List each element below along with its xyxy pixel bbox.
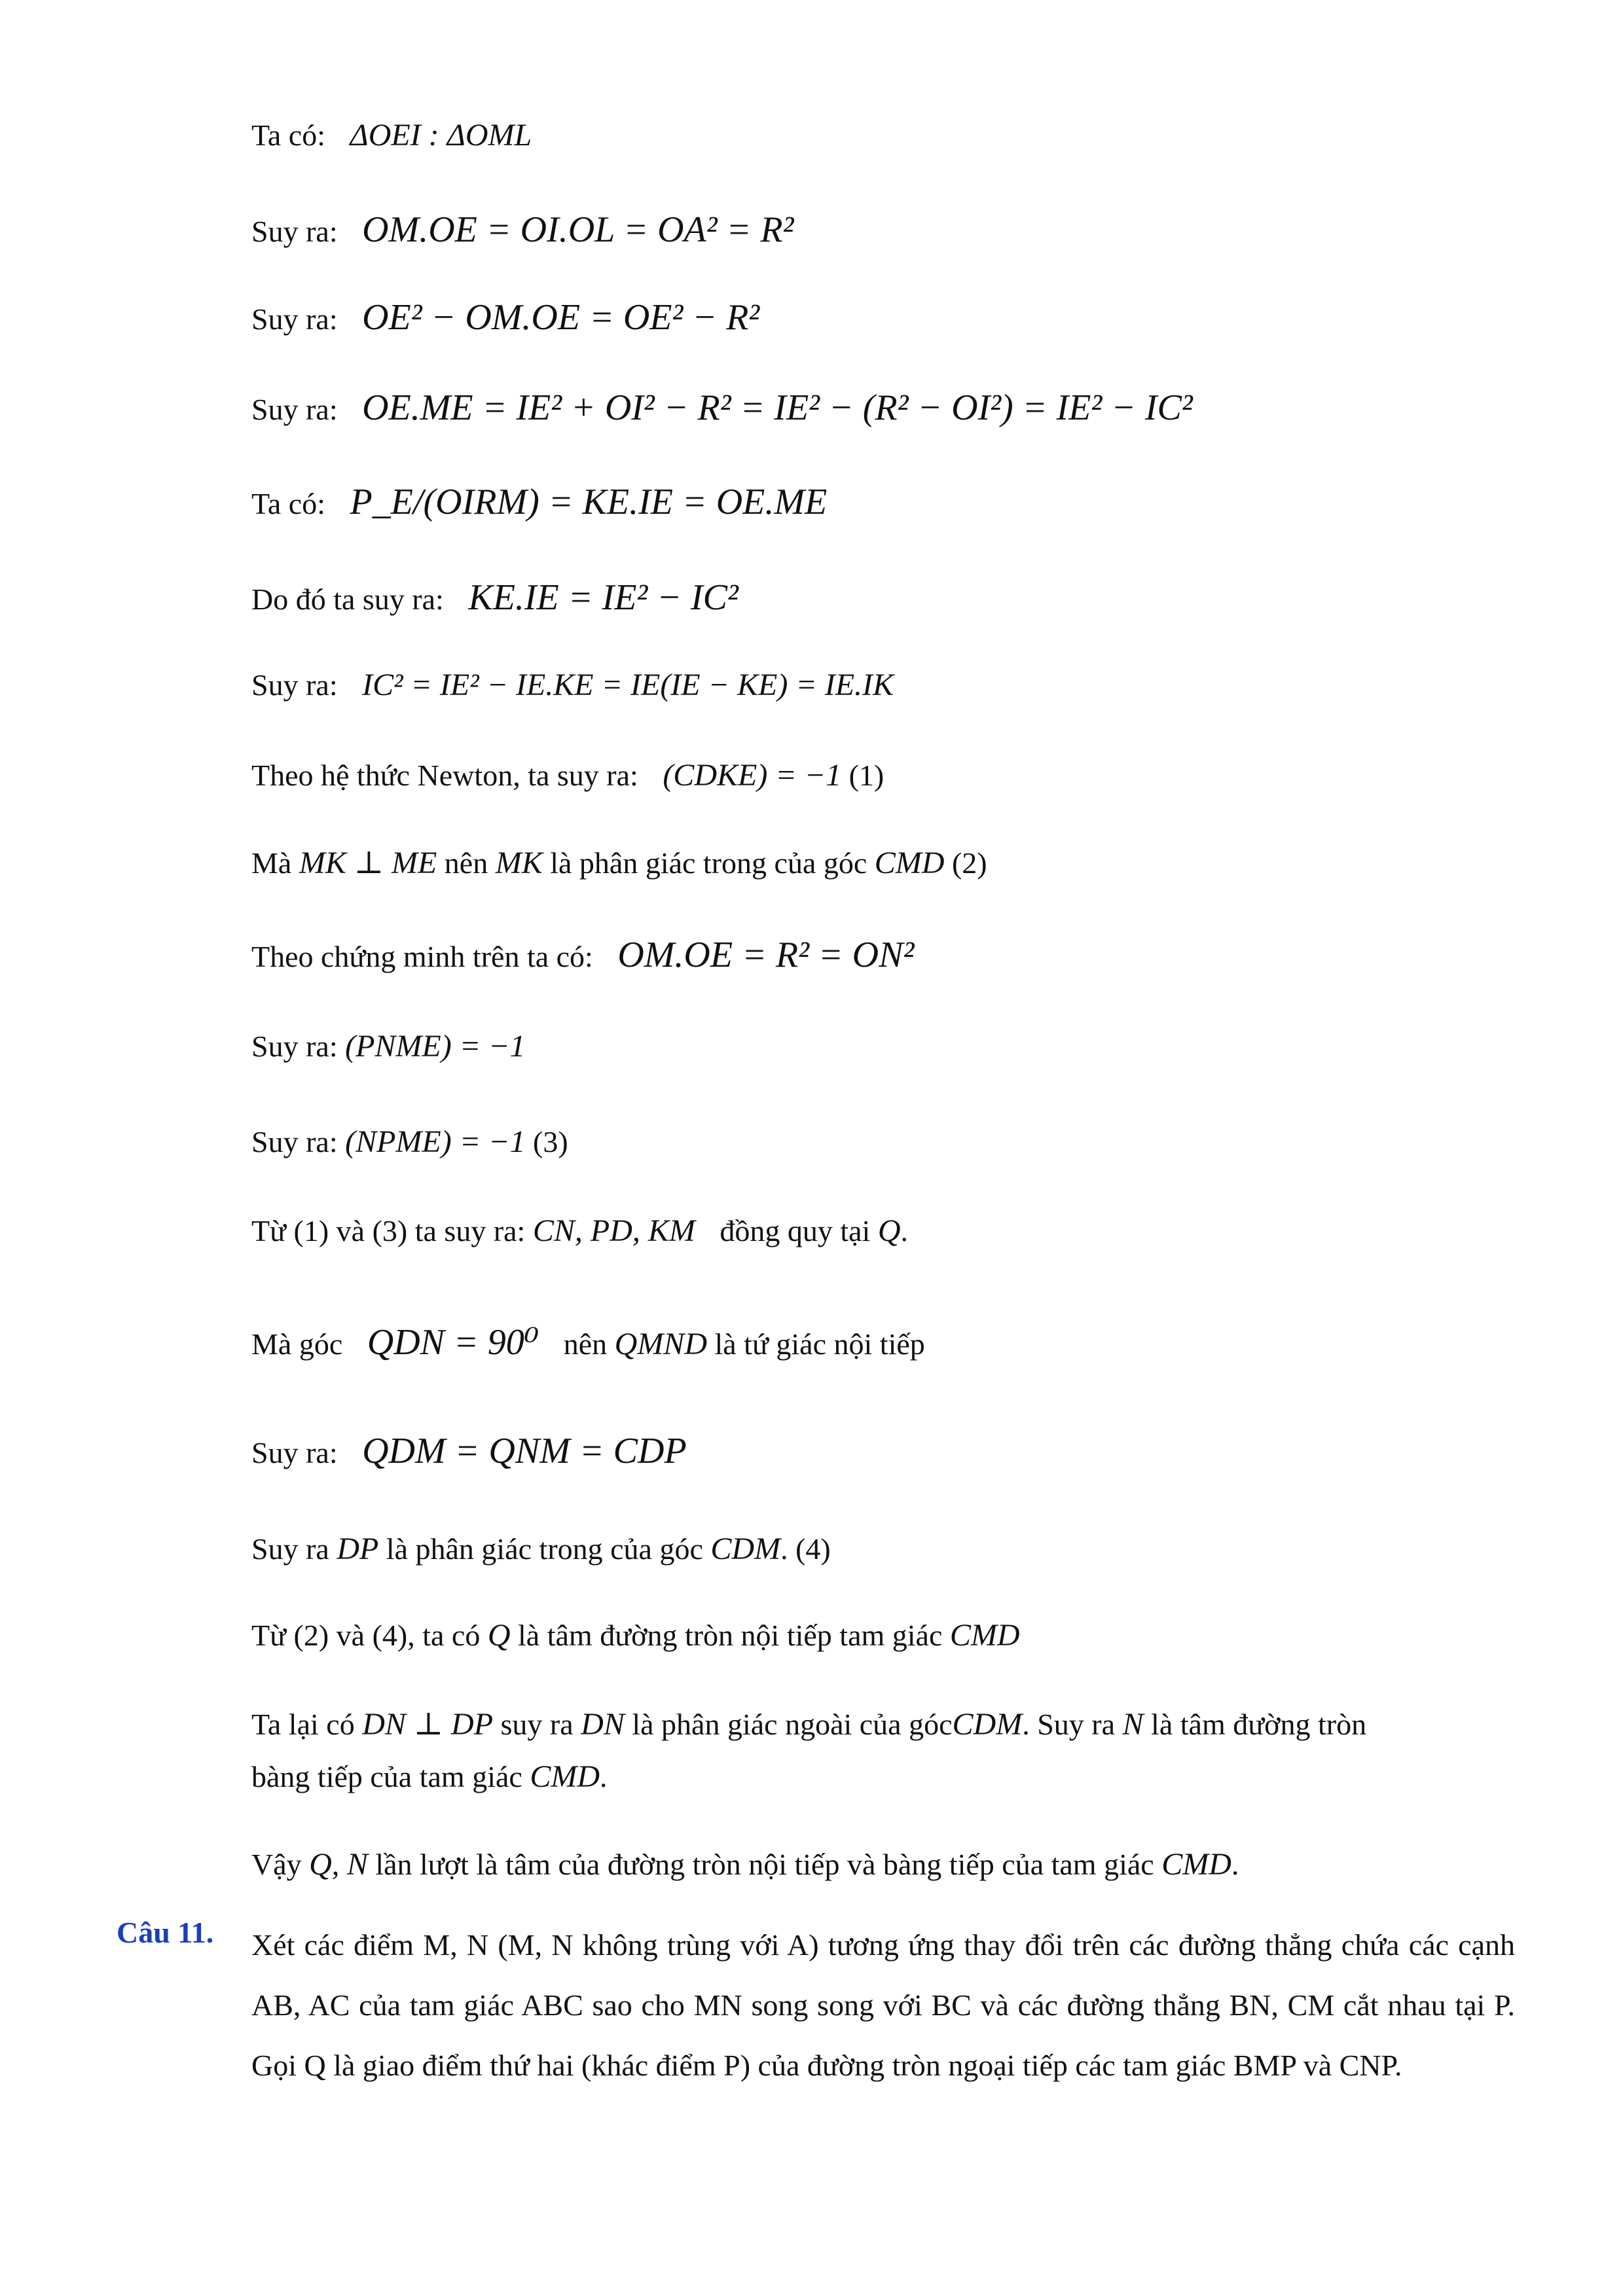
math-expression: CMD (1161, 1847, 1231, 1882)
line-6 (251, 576, 1515, 620)
math-expression: (PNME) = −1 (345, 1029, 526, 1064)
math-expression: (CDKE) = −1 (663, 758, 842, 793)
line-4 (251, 386, 1515, 430)
line-label: Ta có: (251, 487, 326, 520)
math-expression: N (1122, 1707, 1144, 1742)
line-8 (251, 757, 1515, 795)
equation-tag: (3) (533, 1125, 568, 1158)
math-angle: CDM (710, 1532, 781, 1566)
line-3 (251, 296, 1515, 340)
math-expression: KE.IE = IE² − IC² (468, 577, 739, 618)
equation-tag: . (4) (780, 1532, 831, 1566)
math-expression: IC² = IE² − IE.KE = IE(IE − KE) = IE.IK (362, 668, 894, 702)
math-expression: N (346, 1847, 368, 1882)
math-expression: Q (877, 1213, 901, 1248)
line-9 (251, 844, 1515, 882)
line-10 (251, 933, 1515, 977)
math-expression: OE² − OM.OE = OE² − R² (362, 297, 760, 338)
text-run: đồng quy tại (720, 1214, 871, 1247)
math-expression: DN (581, 1707, 625, 1742)
line-label: Suy ra: (251, 1436, 338, 1469)
text-run: . (900, 1214, 909, 1247)
math-expression: OM.OE = R² = ON² (617, 935, 915, 975)
math-expression: QMND (614, 1327, 707, 1361)
math-expression: MK (495, 846, 543, 880)
line-2 (251, 208, 1515, 252)
math-expression: CN, PD, KM (532, 1213, 695, 1248)
equation-tag: (2) (951, 846, 987, 880)
line-16 (251, 1530, 1515, 1568)
text-connector: suy ra (500, 1708, 574, 1741)
text-run: là phân giác ngoài của góc (632, 1708, 953, 1741)
line-1 (251, 117, 1515, 154)
line-label: Suy ra: (251, 393, 338, 426)
line-label: Do đó ta suy ra: (251, 583, 444, 616)
math-expression: QDN = 90⁰ (367, 1322, 539, 1363)
line-label: Từ (2) và (4), ta có (251, 1619, 481, 1652)
line-label: Ta lại có (251, 1708, 355, 1741)
equation-tag: (1) (848, 759, 884, 792)
line-17 (251, 1617, 1515, 1655)
line-20 (251, 1846, 1515, 1884)
text-connector: nên (563, 1327, 608, 1361)
question-text: Xét các điểm M, N (M, N không trùng với A) tương ứng thay đổi trên các đường thẳng chứa các cạnh AB, AC của tam giác ABC sao cho MN song song với BC và các đường thẳng BN, CM cắt nhau tại P. Gọi Q là giao điểm thứ hai (khác điểm P) của đường tròn ngoại tiếp các tam giác BMP và CNP. (251, 1928, 1515, 2082)
line-label: bàng tiếp của tam giác (251, 1760, 522, 1793)
math-expression: CMD (530, 1759, 600, 1794)
text-run: là phân giác trong của góc (386, 1532, 703, 1566)
line-label: Suy ra: (251, 302, 338, 336)
question-number: Câu 11. (117, 1916, 214, 1949)
line-label: Vậy (251, 1848, 302, 1881)
line-14 (251, 1321, 1515, 1365)
text-run: là tứ giác nội tiếp (714, 1327, 925, 1361)
line-7 (251, 666, 1515, 704)
text-run: . Suy ra (1022, 1708, 1116, 1741)
line-15 (251, 1429, 1515, 1473)
line-19 (251, 1758, 1515, 1796)
text-run: là tâm đường tròn (1151, 1708, 1367, 1741)
math-expression: MK ⊥ ME (299, 846, 437, 880)
line-18 (251, 1706, 1515, 1744)
math-expression: (NPME) = −1 (345, 1124, 526, 1159)
math-expression: P_E/(OIRM) = KE.IE = OE.ME (350, 482, 828, 522)
math-expression: QDM = QNM = CDP (362, 1431, 687, 1471)
line-label: Suy ra: (251, 215, 338, 248)
line-label: Suy ra: (251, 668, 338, 702)
text-run: lần lượt là tâm của đường tròn nội tiếp và bàng tiếp của tam giác (375, 1848, 1154, 1881)
math-expression: Q (487, 1618, 511, 1653)
math-expression: DP (337, 1532, 379, 1566)
math-angle: CMD (874, 846, 945, 880)
text-connector: nên (444, 846, 488, 880)
math-expression: ΔOEI : ΔOML (350, 118, 532, 152)
line-12 (251, 1123, 1515, 1161)
math-expression: OM.OE = OI.OL = OA² = R² (362, 209, 794, 250)
line-label: Suy ra: (251, 1125, 338, 1158)
line-label: Suy ra: (251, 1030, 338, 1063)
line-5 (251, 480, 1515, 524)
math-angle: CDM (952, 1707, 1023, 1742)
math-expression: OE.ME = IE² + OI² − R² = IE² − (R² − OI²) = IE² − IC² (362, 387, 1193, 428)
text-run: . (600, 1760, 608, 1793)
line-13 (251, 1212, 1515, 1250)
text-run: là phân giác trong của góc (550, 846, 867, 880)
line-label: Mà (251, 846, 292, 880)
line-label: Mà góc (251, 1327, 343, 1361)
text-connector: , (331, 1848, 340, 1881)
line-label: Ta có: (251, 118, 326, 152)
line-label: Suy ra (251, 1532, 329, 1566)
text-run: là tâm đường tròn nội tiếp tam giác (518, 1619, 943, 1652)
line-11 (251, 1028, 1515, 1066)
line-label: Theo hệ thức Newton, ta suy ra: (251, 759, 638, 792)
line-label: Từ (1) và (3) ta suy ra: (251, 1214, 526, 1247)
math-expression: Q (309, 1847, 332, 1882)
math-expression: CMD (949, 1618, 1020, 1653)
line-label: Theo chứng minh trên ta có: (251, 940, 593, 973)
math-expression: DN ⊥ DP (362, 1707, 494, 1742)
text-run: . (1231, 1848, 1239, 1881)
